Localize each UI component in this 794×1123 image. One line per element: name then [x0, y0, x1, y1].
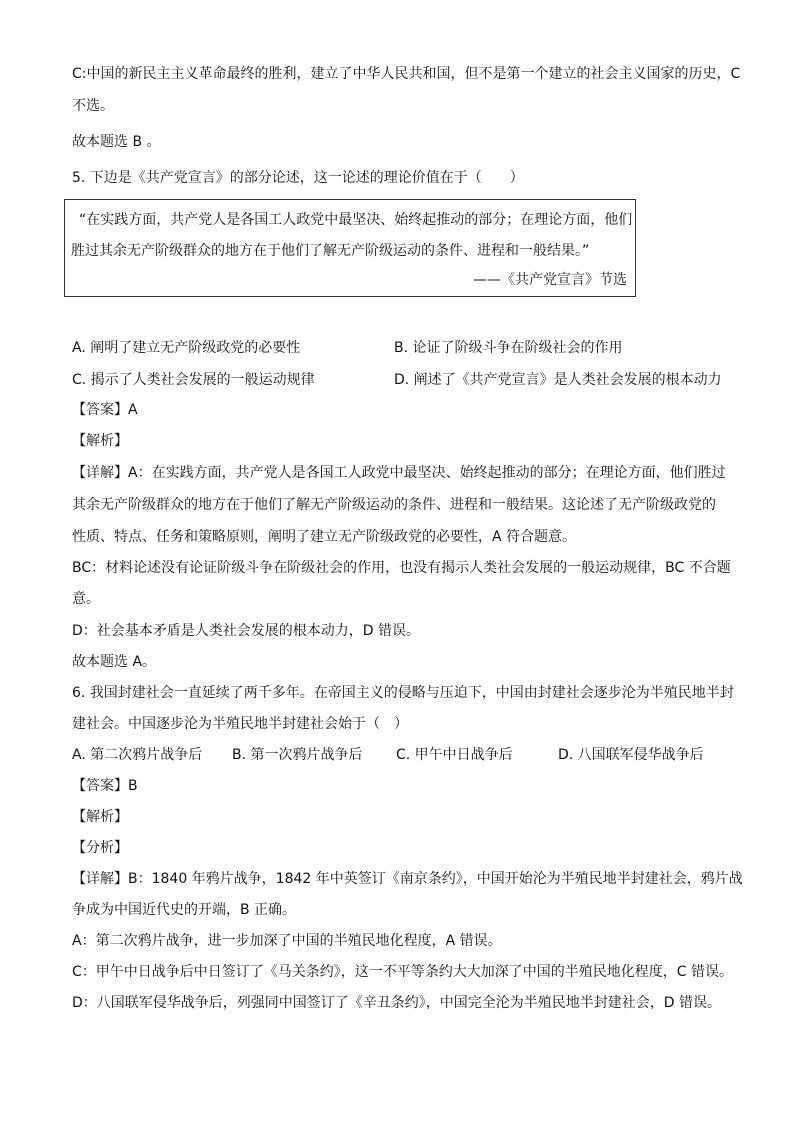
text-line: 不选。: [72, 98, 114, 114]
option-d: D. 阐述了《共产党宣言》是人类社会发展的根本动力: [394, 372, 722, 388]
analysis-label: 【解析】: [72, 433, 128, 449]
detail-line: 意。: [72, 591, 100, 607]
question-6-stem: 建社会。中国逐步沦为半殖民地半封建社会始于（ ）: [72, 716, 408, 732]
option-b: B. 第一次鸦片战争后: [232, 747, 363, 763]
option-a: A. 阐明了建立无产阶级政党的必要性: [72, 340, 301, 356]
option-d: D. 八国联军侵华战争后: [558, 747, 704, 763]
detail-line: 【详解】B：1840 年鸦片战争，1842 年中英签订《南京条约》，中国开始沦为半殖民地半封建社会，鸦片战: [72, 871, 743, 887]
detail-line: D：八国联军侵华战争后，列强同中国签订了《辛丑条约》，中国完全沦为半殖民地半封建社会，D 错误。: [72, 995, 722, 1011]
conclusion-line: 故本题选 B 。: [72, 134, 161, 150]
option-c: C. 甲午中日战争后: [396, 747, 513, 763]
text-line: C:中国的新民主主义革命最终的胜利，建立了中华人民共和国，但不是第一个建立的社会主义国家的历史，C: [72, 66, 741, 82]
detail-line: BC：材料论述没有论证阶级斗争在阶级社会的作用，也没有揭示人类社会发展的一般运动规律，BC 不合题: [72, 560, 731, 576]
detail-line: 争成为中国近代史的开端，B 正确。: [72, 902, 297, 918]
detail-line: 其余无产阶级群众的地方在于他们了解无产阶级运动的条件、进程和一般结果。这论述了无产阶级政党的: [72, 497, 716, 513]
analysis-label: 【分析】: [72, 840, 128, 856]
detail-line: 性质、特点、任务和策略原则，阐明了建立无产阶级政党的必要性，A 符合题意。: [72, 529, 577, 545]
answer-label: 【答案】B: [72, 778, 138, 794]
question-6-stem: 6. 我国封建社会一直延续了两千多年。在帝国主义的侵略与压迫下，中国由封建社会逐步沦为半殖民地半封: [72, 685, 734, 701]
conclusion-line: 故本题选 A。: [72, 654, 157, 670]
answer-label: 【答案】A: [72, 402, 138, 418]
question-5-stem: 5. 下边是《共产党宣言》的部分论述，这一论述的理论价值在于（ ）: [72, 170, 524, 186]
quote-box: [64, 199, 636, 297]
quote-line: “在实践方面，共产党人是各国工人政党中最坚决、始终起推动的部分；在理论方面，他们: [79, 212, 633, 228]
detail-line: A：第二次鸦片战争，进一步加深了中国的半殖民地化程度，A 错误。: [72, 933, 502, 949]
option-a: A. 第二次鸦片战争后: [72, 747, 203, 763]
option-b: B. 论证了阶级斗争在阶级社会的作用: [394, 340, 623, 356]
quote-source: ——《共产党宣言》节选: [473, 272, 627, 288]
analysis-label: 【解析】: [72, 809, 128, 825]
detail-line: D：社会基本矛盾是人类社会发展的根本动力，D 错误。: [72, 623, 421, 639]
detail-line: C：甲午中日战争后中日签订了《马关条约》，这一不平等条约大大加深了中国的半殖民地化程度，C 错误。: [72, 964, 733, 980]
option-c: C. 揭示了人类社会发展的一般运动规律: [72, 372, 315, 388]
detail-line: 【详解】A：在实践方面，共产党人是各国工人政党中最坚决、始终起推动的部分；在理论方面，他们胜过: [72, 465, 726, 481]
quote-line: 胜过其余无产阶级群众的地方在于他们了解无产阶级运动的条件、进程和一般结果。”: [71, 243, 590, 259]
